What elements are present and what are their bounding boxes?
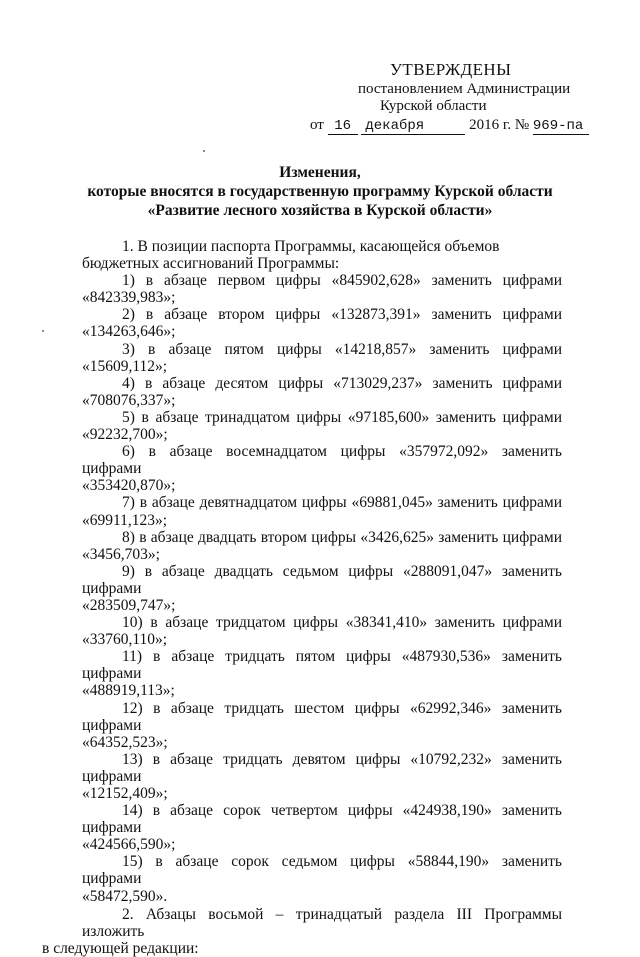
amendment-item xyxy=(82,375,562,409)
amendment-item xyxy=(82,802,562,853)
document-body xyxy=(42,238,562,957)
paragraph-2 xyxy=(42,905,562,957)
amendment-item-value: «3456,703»; xyxy=(82,545,160,563)
amendment-item-value: «69911,123»; xyxy=(82,511,168,529)
amendment-item-text: 7) в абзаце девятнадцатом цифры «69881,045» заменить цифрами xyxy=(122,494,562,512)
approval-line-2: Курской области xyxy=(380,98,487,114)
amendment-item-value: «842339,983»; xyxy=(82,289,176,307)
date-prefix: от xyxy=(310,117,324,133)
date-year: 2016 г. № xyxy=(469,117,530,133)
amendment-item-text: 1) в абзаце первом цифры «845902,628» заменить цифрами xyxy=(122,272,562,290)
heading-line-3: «Развитие лесного хозяйства в Курской области» xyxy=(147,202,493,219)
amendment-item xyxy=(82,563,562,614)
amendment-item xyxy=(82,853,562,904)
amendment-item xyxy=(82,341,562,375)
scan-speck xyxy=(42,330,44,332)
amendment-item-text: 9) в абзаце двадцать седьмом цифры «288091,047» заменить цифрами xyxy=(82,562,562,597)
amendment-item-value: «33760,110»; xyxy=(82,631,168,649)
amendment-item-text: 14) в абзаце сорок четвертом цифры «424938,190» заменить цифрами xyxy=(82,802,562,837)
scan-speck xyxy=(203,150,205,152)
amendment-item-value: «64352,523»; xyxy=(82,733,168,751)
amendment-item-text: 11) в абзаце тридцать пятом цифры «487930,536» заменить цифрами xyxy=(82,648,562,683)
amendment-item-value: «134263,646»; xyxy=(82,323,176,341)
heading-line-2: которые вносятся в государственную программу Курской области xyxy=(87,183,553,200)
amendment-item xyxy=(82,614,562,648)
amendment-item-text: 15) в абзаце сорок седьмом цифры «58844,190» заменить цифрами xyxy=(82,853,562,888)
intro-paragraph: 1. В позиции паспорта Программы, касающейся объемов бюджетных ассигнований Программы: xyxy=(82,238,500,273)
amendment-item-value: «488919,113»; xyxy=(82,682,175,700)
amendment-item xyxy=(82,494,562,528)
amendment-item-text: 4) в абзаце десятом цифры «713029,237» заменить цифрами xyxy=(122,374,562,392)
amendment-item xyxy=(82,700,562,751)
approval-title: УТВЕРЖДЕНЫ xyxy=(390,60,512,79)
date-day: 16 xyxy=(328,119,358,135)
amendment-list xyxy=(82,272,562,904)
amendment-item-value: «58472,590». xyxy=(82,887,168,905)
amendment-item xyxy=(82,409,562,443)
amendment-item-text: 2) в абзаце втором цифры «132873,391» заменить цифрами xyxy=(122,306,562,324)
amendment-item-text: 5) в абзаце тринадцатом цифры «97185,600» заменить цифрами xyxy=(122,408,562,426)
approval-line-1: постановлением Администрации xyxy=(358,81,571,97)
amendment-item-text: 6) в абзаце восемнадцатом цифры «357972,092» заменить цифрами xyxy=(82,443,562,478)
amendment-item-value: «12152,409»; xyxy=(82,785,168,802)
paragraph-2-line-1: 2. Абзацы восьмой – тринадцатый раздела III Программы изложить xyxy=(82,905,562,940)
amendment-item-value: «424566,590»; xyxy=(82,836,176,854)
paragraph-2-line-2: в следующей редакции: xyxy=(42,939,199,957)
amendment-item xyxy=(82,751,562,802)
date-month: декабря xyxy=(361,119,465,135)
amendment-item xyxy=(82,529,562,563)
amendment-item xyxy=(82,272,562,306)
amendment-item xyxy=(82,648,562,699)
document-heading xyxy=(70,163,570,220)
amendment-item-text: 12) в абзаце тридцать шестом цифры «62992,346» заменить цифрами xyxy=(82,699,562,734)
heading-line-1: Изменения, xyxy=(279,164,361,181)
amendment-item-text: 3) в абзаце пятом цифры «14218,857» заменить цифрами xyxy=(122,340,562,358)
amendment-item xyxy=(82,306,562,340)
amendment-item-value: «708076,337»; xyxy=(82,391,176,409)
amendment-item-value: «92232,700»; xyxy=(82,426,168,444)
amendment-item-value: «283509,747»; xyxy=(82,596,176,614)
amendment-item-text: 13) в абзаце тридцать девятом цифры «10792,232» заменить цифрами xyxy=(82,750,562,785)
amendment-item xyxy=(82,443,562,494)
amendment-item-text: 10) в абзаце тридцатом цифры «38341,410» заменить цифрами xyxy=(122,614,562,632)
amendment-item-value: «353420,870»; xyxy=(82,477,176,495)
amendment-item-text: 8) в абзаце двадцать втором цифры «3426,625» заменить цифрами xyxy=(122,528,562,546)
amendment-item-value: «15609,112»; xyxy=(82,357,168,375)
decree-number: 969-па xyxy=(533,119,589,135)
approval-date-line xyxy=(310,116,589,135)
